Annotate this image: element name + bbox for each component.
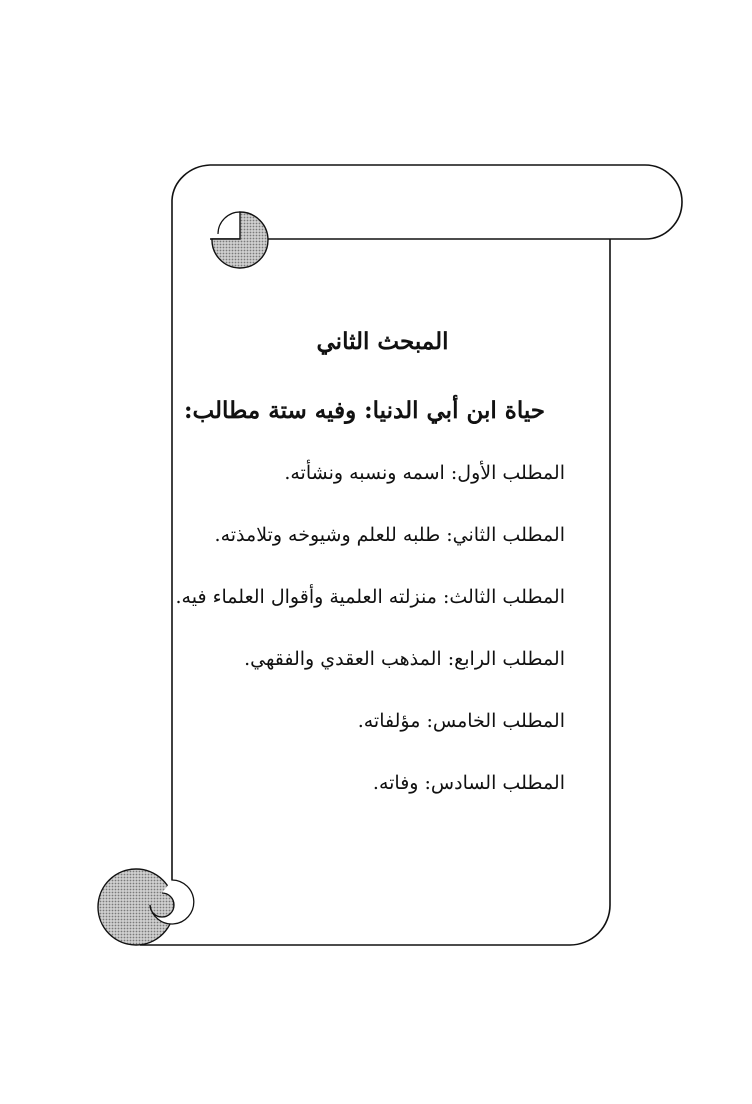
list-item: المطلب الثاني: طلبه للعلم وشيوخه وتلامذته.	[214, 524, 565, 546]
section-subtitle: حياة ابن أبي الدنيا: وفيه ستة مطالب:	[183, 397, 545, 424]
list-item: المطلب الخامس: مؤلفاته.	[357, 710, 565, 732]
list-item: المطلب الأول: اسمه ونسبه ونشأته.	[284, 462, 565, 484]
scroll-top-roll	[210, 165, 682, 239]
list-item: المطلب الرابع: المذهب العقدي والفقهي.	[244, 648, 565, 670]
topics-list	[160, 442, 565, 814]
scroll-bottom-curl	[98, 869, 174, 945]
list-item: المطلب السادس: وفاته.	[372, 772, 565, 794]
document-body	[160, 320, 565, 814]
scroll-top-curl	[212, 212, 268, 268]
list-item: المطلب الثالث: منزلته العلمية وأقوال العلماء فيه.	[175, 586, 565, 608]
section-title: المبحث الثاني	[316, 328, 449, 355]
